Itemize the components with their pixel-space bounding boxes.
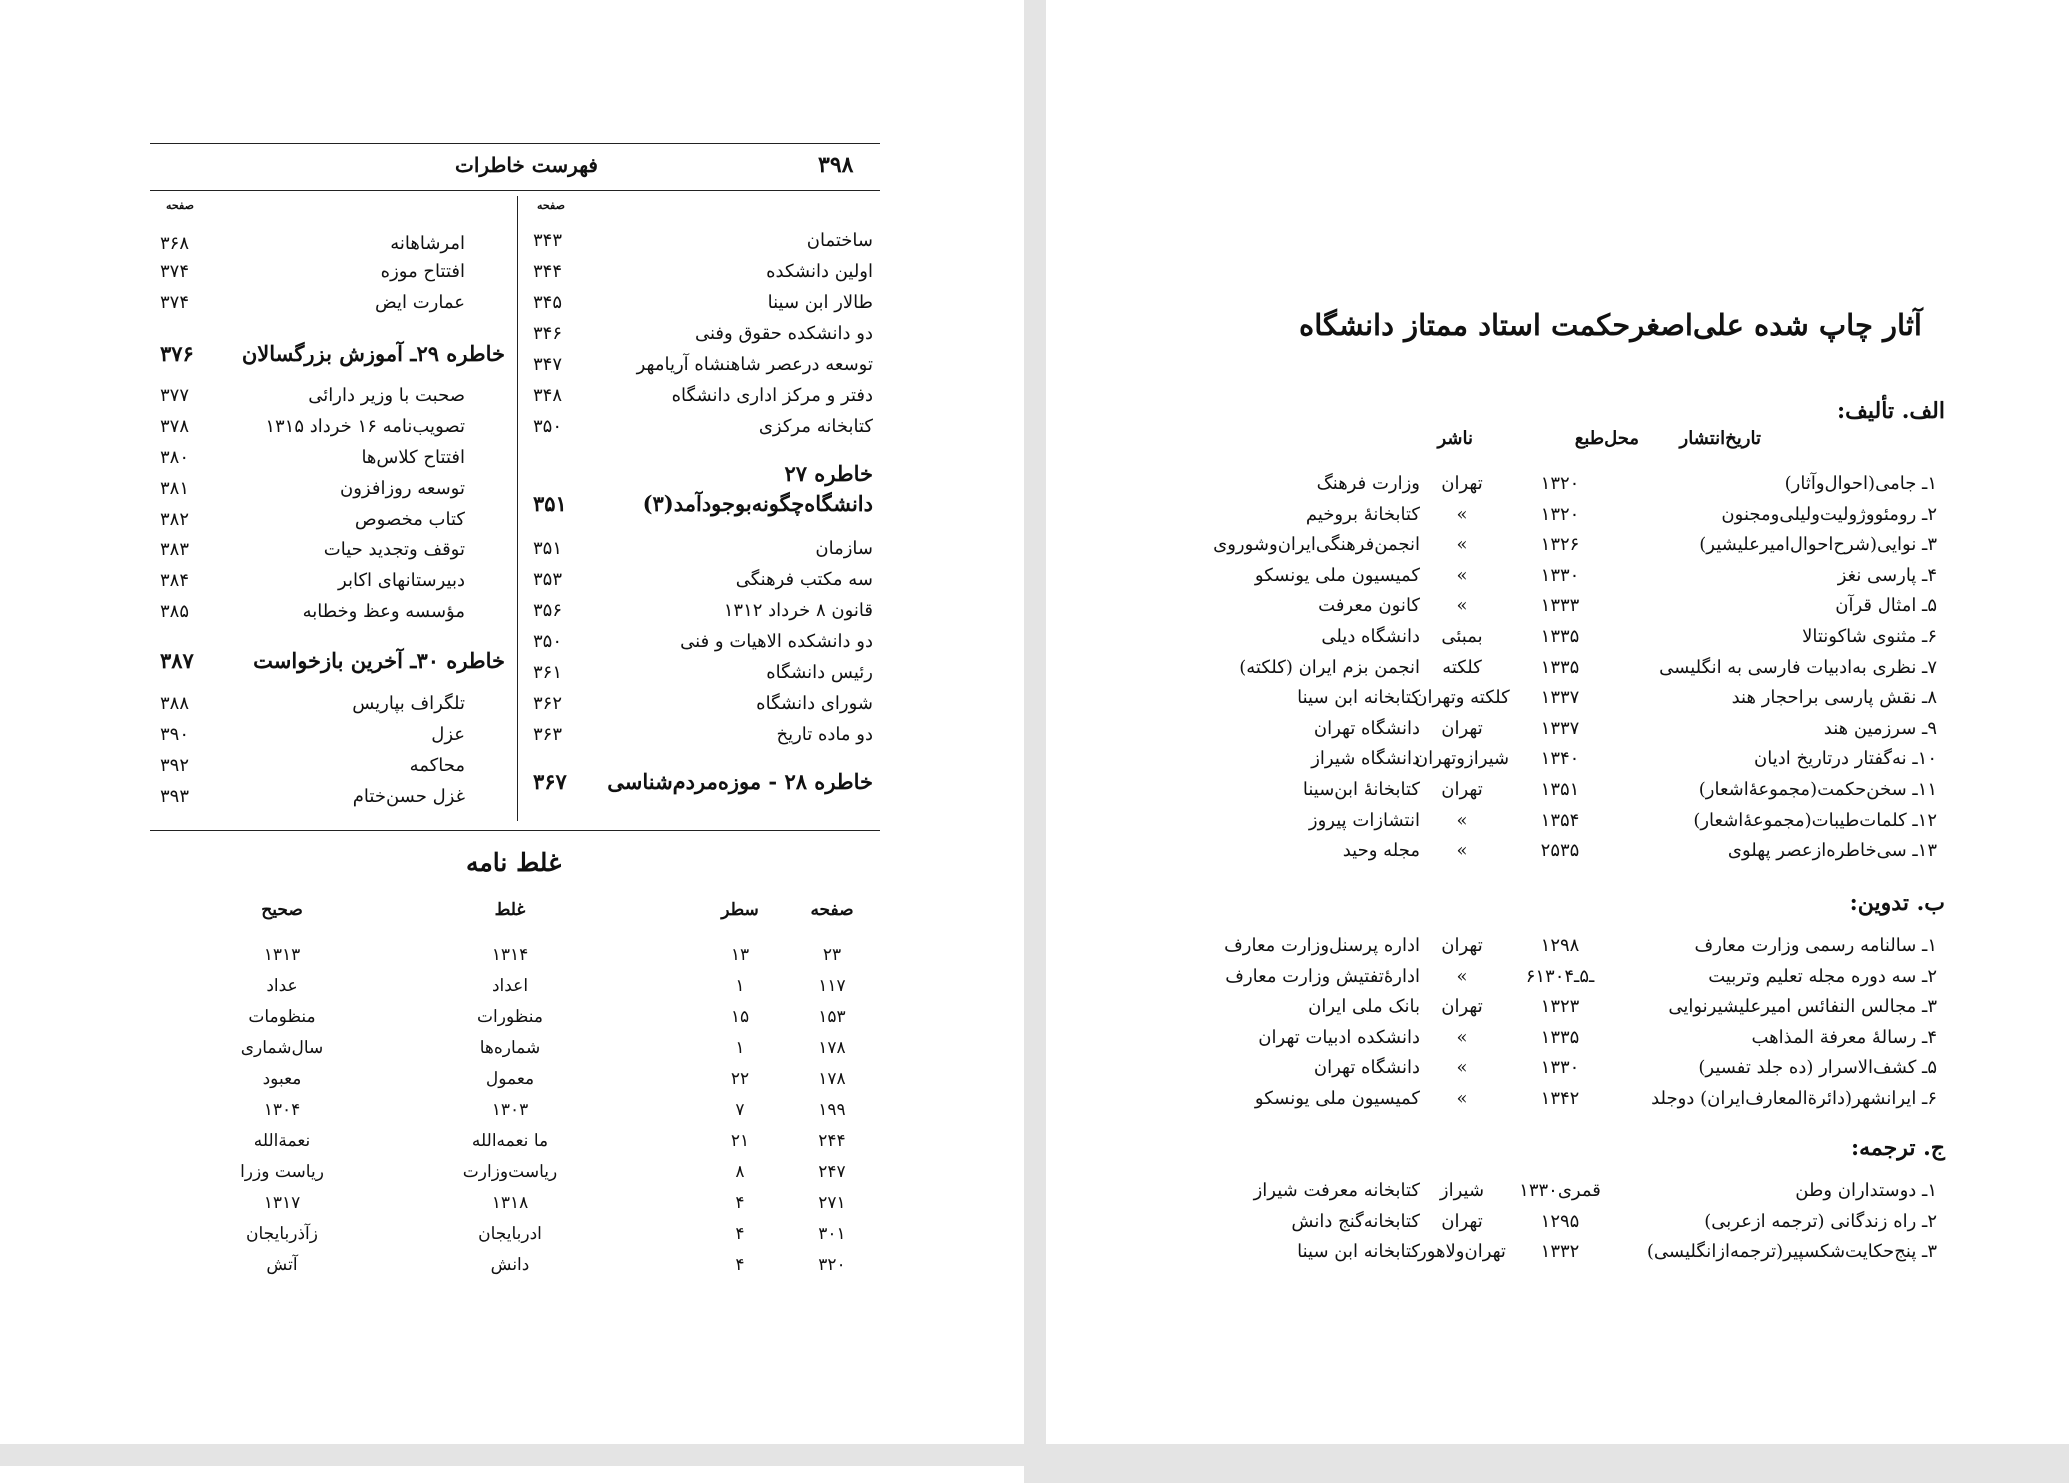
publication-place: « <box>1456 504 1468 525</box>
toc-entry-page: ۳۶۲ <box>533 692 563 714</box>
toc-entry-page: ۳۴۵ <box>533 291 563 313</box>
column-header-date: تاریخ‌انتشار <box>1679 428 1761 449</box>
publication-publisher: دانشکده ادبیات تهران <box>1258 1027 1420 1048</box>
publication-date: ۱۳۲۳ <box>1540 996 1580 1017</box>
toc-entry <box>160 781 505 811</box>
publication-title: ۱ـ دوستداران وطن <box>1795 1180 1937 1201</box>
toc-entry <box>160 596 505 626</box>
toc-entry <box>160 228 505 258</box>
toc-entry <box>160 256 505 286</box>
toc-entry-page: ۳۸۸ <box>160 692 190 714</box>
errata-cell-page: ۱۷۸ <box>818 1038 846 1058</box>
right-page <box>1046 0 2069 1444</box>
publication-date: ۱۳۳۵ <box>1540 1027 1580 1048</box>
toc-entry-page: ۳۵۶ <box>533 599 563 621</box>
toc-entry <box>533 488 873 518</box>
toc-entry-page: ۳۸۱ <box>160 477 190 499</box>
toc-entry-title: طالار ابن سینا <box>767 291 873 313</box>
errata-cell-correct: ریاست وزرا <box>240 1162 324 1182</box>
toc-entry-title: عزل <box>431 723 465 745</box>
errata-cell-correct: ۱۳۰۴ <box>263 1100 301 1120</box>
errata-cell-correct: سال‌شماری <box>240 1038 324 1058</box>
toc-entry <box>160 473 505 503</box>
errata-cell-page: ۲۷۱ <box>818 1193 846 1213</box>
errata-header-correct: صحیح <box>261 900 303 920</box>
publication-date: ۱۳۳۲ <box>1540 1241 1580 1262</box>
publication-title: ۱۰ـ نه‌گفتار درتاریخ ادیان <box>1754 748 1937 769</box>
toc-entry-title: اولین دانشکده <box>766 260 873 282</box>
toc-entry <box>533 225 873 255</box>
toc-entry-title: افتتاح کلاس‌ها <box>361 446 465 468</box>
publication-title: ۲ـ رومئووژولیت‌ولیلی‌ومجنون <box>1721 504 1937 525</box>
publication-place: تهران <box>1441 718 1483 739</box>
toc-entry <box>160 534 505 564</box>
errata-cell-line: ۱۳ <box>730 945 750 965</box>
publication-place: تهران <box>1441 996 1483 1017</box>
errata-cell-correct: زآذربایجان <box>246 1224 318 1244</box>
toc-entry-page: ۳۷۴ <box>160 260 190 282</box>
errata-cell-wrong: ادربایجان <box>478 1224 542 1244</box>
toc-entry-page: ۳۶۳ <box>533 723 563 745</box>
page-title: آثار چاپ شده علی‌اصغرحکمت استاد ممتاز دانشگاه <box>1299 308 1922 342</box>
errata-cell-wrong: ۱۳۱۸ <box>491 1193 529 1213</box>
toc-entry-title: کتابخانه مرکزی <box>758 415 873 437</box>
publication-date: ۱۳۳۳ <box>1540 595 1580 616</box>
publication-date: ۱۳۳۷ <box>1540 718 1580 739</box>
publication-title: ۹ـ سرزمین هند <box>1823 718 1937 739</box>
errata-cell-wrong: ۱۳۰۳ <box>491 1100 529 1120</box>
toc-entry-page: ۳۴۴ <box>533 260 563 282</box>
errata-title: غلط نامه <box>466 848 562 877</box>
toc-entry-page: ۳۴۷ <box>533 353 563 375</box>
publication-publisher: کمیسیون ملی یونسکو <box>1254 1088 1420 1109</box>
errata-cell-line: ۷ <box>735 1100 745 1120</box>
toc-entry-title: قانون ۸ خرداد ۱۳۱۲ <box>723 599 873 621</box>
publication-title: ۳ـ پنج‌حکایت‌شکسپیر(ترجمه‌ازانگلیسی) <box>1646 1241 1937 1262</box>
toc-entry <box>533 688 873 718</box>
toc-entry <box>160 645 505 675</box>
publication-date: ۱۳۲۶ <box>1540 534 1580 555</box>
toc-entry-title: صحبت با وزیر دارائی <box>308 384 465 406</box>
toc-entry-title: تصویب‌نامه ۱۶ خرداد ۱۳۱۵ <box>265 415 465 437</box>
toc-entry-page: ۳۸۰ <box>160 446 190 468</box>
errata-cell-wrong: منظورات <box>477 1007 543 1027</box>
publication-place: « <box>1456 595 1468 616</box>
publication-place: تهران <box>1441 473 1483 494</box>
publication-date: ۱۲۹۸ <box>1540 935 1580 956</box>
toc-entry-page: ۳۸۴ <box>160 569 190 591</box>
toc-entry <box>160 719 505 749</box>
publication-place: « <box>1456 1057 1468 1078</box>
publication-date: ۱۳۳۰قمری <box>1519 1180 1601 1201</box>
toc-entry <box>533 595 873 625</box>
toc-entry-page: ۳۸۳ <box>160 538 190 560</box>
publication-title: ۴ـ پارسی نغز <box>1837 565 1937 586</box>
toc-entry-title: دو ماده تاریخ <box>776 723 873 745</box>
publication-place: « <box>1456 966 1468 987</box>
toc-entry <box>533 458 873 488</box>
errata-cell-correct: منظومات <box>248 1007 316 1027</box>
toc-entry-title: محاکمه <box>409 754 465 776</box>
toc-entry <box>160 504 505 534</box>
section-title: ج. ترجمه: <box>1850 1135 1945 1161</box>
toc-entry-page: ۳۵۰ <box>533 415 563 437</box>
publication-publisher: کتابخانه ابن سینا <box>1297 1241 1420 1262</box>
publication-place: « <box>1456 840 1468 861</box>
errata-cell-wrong: ۱۳۱۴ <box>491 945 529 965</box>
publication-title: ۸ـ نقش پارسی براحجار هند <box>1731 687 1937 708</box>
publication-place: « <box>1456 565 1468 586</box>
toc-entry-title: توقف وتجدید حیات <box>323 538 465 560</box>
publication-date: ۱۳۳۰ <box>1540 1057 1580 1078</box>
column-header-left: صفحه <box>166 199 194 212</box>
publication-date: ۱۳۳۵ <box>1540 626 1580 647</box>
errata-cell-line: ۱۵ <box>730 1007 750 1027</box>
column-header-publisher: ناشر <box>1437 428 1473 449</box>
toc-entry-title: سه مکتب فرهنگی <box>735 568 873 590</box>
errata-cell-page: ۲۳ <box>822 945 842 965</box>
publication-publisher: دانشگاه تهران <box>1313 1057 1420 1078</box>
section-title: الف. تألیف: <box>1837 398 1945 424</box>
toc-entry-title: خاطره ۲۸ - موزه‌مردم‌شناسی <box>607 768 873 794</box>
publication-title: ۶ـ مثنوی شاکونتالا <box>1802 626 1937 647</box>
toc-entry-title: مؤسسه وعظ وخطابه <box>302 600 465 622</box>
publication-publisher: انجمن‌فرهنگی‌ایران‌وشوروی <box>1213 534 1420 555</box>
errata-cell-wrong: ریاست‌وزارت <box>462 1162 558 1182</box>
publication-title: ۲ـ راه زندگانی (ترجمه ازعربی) <box>1704 1211 1937 1232</box>
publication-date: ۱۳۳۰ <box>1540 565 1580 586</box>
toc-entry-page: ۳۶۷ <box>533 768 567 794</box>
toc-entry-page: ۳۴۳ <box>533 229 563 251</box>
toc-entry-title: کتاب مخصوص <box>354 508 465 530</box>
errata-cell-wrong: دانش <box>490 1255 530 1275</box>
toc-entry <box>533 657 873 687</box>
errata-cell-page: ۱۱۷ <box>818 976 846 996</box>
publication-place: تهران <box>1441 935 1483 956</box>
publication-date: ۱۳۴۲ <box>1540 1088 1580 1109</box>
toc-entry-title: توسعه روزافزون <box>340 477 465 499</box>
errata-cell-line: ۴ <box>735 1224 745 1244</box>
errata-cell-line: ۲۲ <box>730 1069 750 1089</box>
errata-cell-wrong: اعداد <box>491 976 529 996</box>
toc-entry-page: ۳۴۸ <box>533 384 563 406</box>
publication-publisher: کتابخانه ابن سینا <box>1297 687 1420 708</box>
publication-place: تهران <box>1441 1211 1483 1232</box>
errata-cell-line: ۸ <box>735 1162 745 1182</box>
errata-cell-line: ۴ <box>735 1255 745 1275</box>
toc-entry-title: شورای دانشگاه <box>756 692 873 714</box>
errata-cell-page: ۳۰۱ <box>818 1224 846 1244</box>
errata-cell-correct: آتش <box>266 1255 298 1275</box>
publication-place: « <box>1456 1088 1468 1109</box>
publication-publisher: وزارت فرهنگ <box>1316 473 1420 494</box>
toc-entry-title: امرشاهانه <box>390 232 465 254</box>
left-page <box>0 0 1024 1444</box>
errata-cell-page: ۱۵۳ <box>818 1007 846 1027</box>
toc-entry-page: ۳۹۳ <box>160 785 190 807</box>
toc-entry-page: ۳۸۵ <box>160 600 190 622</box>
toc-entry-title: دانشگاه‌چگونه‌بوجودآمد(۳) <box>642 490 873 516</box>
publication-place: تهران‌ولاهور <box>1418 1241 1506 1262</box>
publication-place: « <box>1456 810 1468 831</box>
publication-date: ۱۳۵۱ <box>1540 779 1580 800</box>
header-rule-top <box>150 143 880 144</box>
publication-publisher: دانشگاه شیراز <box>1311 748 1420 769</box>
publication-publisher: مجله وحید <box>1342 840 1420 861</box>
errata-header-page: صفحه <box>810 900 854 920</box>
publication-title: ۱۳ـ سی‌خاطره‌ازعصر پهلوی <box>1727 840 1937 861</box>
publication-publisher: کتابخانهٔ بروخیم <box>1305 504 1420 525</box>
publication-place: « <box>1456 1027 1468 1048</box>
publication-date: ۱۳۴۰ <box>1540 748 1580 769</box>
toc-entry-title: دو دانشکده الاهیات و فنی <box>680 630 873 652</box>
toc-entry <box>533 564 873 594</box>
toc-entry-title: سازمان <box>815 537 873 559</box>
toc-entry-page: ۳۶۸ <box>160 232 190 254</box>
toc-entry-page: ۳۷۷ <box>160 384 190 406</box>
toc-entry-title: غزل حسن‌ختام <box>352 785 465 807</box>
publication-place: « <box>1456 534 1468 555</box>
toc-entry-page: ۳۷۶ <box>160 340 194 366</box>
errata-cell-page: ۳۲۰ <box>818 1255 846 1275</box>
toc-entry <box>160 688 505 718</box>
toc-entry <box>533 287 873 317</box>
toc-entry-title: ساختمان <box>806 229 873 251</box>
toc-entry-page: ۳۷۸ <box>160 415 190 437</box>
toc-entry <box>533 380 873 410</box>
section-title: ب. تدوین: <box>1849 890 1945 916</box>
publication-date: ۱۲۹۵ <box>1540 1211 1580 1232</box>
publication-place: شیراز <box>1439 1180 1485 1201</box>
errata-cell-line: ۴ <box>735 1193 745 1213</box>
toc-entry <box>533 318 873 348</box>
errata-cell-line: ۱ <box>735 976 745 996</box>
publication-publisher: اداره پرسنل‌وزارت معارف <box>1224 935 1420 956</box>
errata-cell-wrong: شماره‌ها <box>479 1038 541 1058</box>
toc-entry-title: افتتاح موزه <box>380 260 465 282</box>
errata-cell-wrong: معمول <box>485 1069 535 1089</box>
errata-cell-correct: معبود <box>262 1069 302 1089</box>
toc-entry-page: ۳۷۴ <box>160 291 190 313</box>
toc-entry-page: ۳۵۰ <box>533 630 563 652</box>
publication-title: ۱ـ سالنامه رسمی وزارت معارف <box>1694 935 1937 956</box>
errata-header-line: سطر <box>721 900 759 920</box>
page-number: ۳۹۸ <box>818 152 854 178</box>
errata-cell-page: ۱۷۸ <box>818 1069 846 1089</box>
toc-entry <box>533 533 873 563</box>
toc-entry-page: ۳۵۳ <box>533 568 563 590</box>
toc-entry-title: خاطره ۲۷ <box>784 460 873 486</box>
toc-entry-title: تلگراف بپاریس <box>352 692 465 714</box>
publication-publisher: انجمن بزم ایران (کلکته) <box>1239 657 1420 678</box>
publication-title: ۴ـ رسالهٔ معرفة المذاهب <box>1751 1027 1937 1048</box>
publication-place: شیرازوتهران <box>1414 748 1510 769</box>
publication-title: ۲ـ سه دوره مجله تعلیم وتربیت <box>1708 966 1937 987</box>
errata-header-wrong: غلط <box>494 900 526 920</box>
toc-entry <box>160 750 505 780</box>
toc-entry-title: عمارت ایض <box>374 291 465 313</box>
toc-entry-title: دبیرستانهای اکابر <box>338 569 465 591</box>
toc-entry-title: خاطره ۲۹ـ آموزش بزرگسالان <box>241 340 505 366</box>
publication-date: ۱۳۲۰ <box>1540 473 1580 494</box>
toc-entry-title: دو دانشکده حقوق وفنی <box>694 322 873 344</box>
toc-entry <box>533 411 873 441</box>
toc-entry <box>533 766 873 796</box>
toc-entry <box>160 287 505 317</box>
toc-entry <box>160 565 505 595</box>
publication-date: ۱۳۵۴ <box>1540 810 1580 831</box>
errata-cell-correct: عداد <box>266 976 298 996</box>
column-header-place: محل‌طبع <box>1574 428 1639 449</box>
header-rule-bottom <box>150 190 880 191</box>
publication-date: ۱۳۲۰ <box>1540 504 1580 525</box>
toc-entry-page: ۳۸۷ <box>160 647 194 673</box>
toc-entry-title: خاطره ۳۰ـ آخرین بازخواست <box>253 647 505 673</box>
toc-entry-page: ۳۹۰ <box>160 723 190 745</box>
errata-cell-correct: ۱۳۱۷ <box>263 1193 301 1213</box>
publication-publisher: دانشگاه دیلی <box>1321 626 1420 647</box>
toc-entry <box>533 256 873 286</box>
publication-title: ۱۱ـ سخن‌حکمت(مجموعهٔ‌اشعار) <box>1698 779 1937 800</box>
toc-entry-page: ۳۴۶ <box>533 322 563 344</box>
publication-publisher: کتابخانهٔ ابن‌سینا <box>1302 779 1420 800</box>
publication-date: ۲۵۳۵ <box>1540 840 1580 861</box>
publication-date: ۱۳۳۷ <box>1540 687 1580 708</box>
toc-entry <box>160 411 505 441</box>
publication-date: ۱۳۳۵ <box>1540 657 1580 678</box>
toc-entry <box>160 442 505 472</box>
errata-cell-page: ۲۴۷ <box>818 1162 846 1182</box>
toc-entry-page: ۳۵۱ <box>533 537 563 559</box>
publication-publisher: دانشگاه تهران <box>1313 718 1420 739</box>
publication-title: ۱۲ـ کلمات‌طیبات(مجموعهٔ‌اشعار) <box>1693 810 1937 831</box>
errata-cell-correct: نعمةالله <box>253 1131 311 1151</box>
publication-publisher: بانک ملی ایران <box>1308 996 1420 1017</box>
toc-entry <box>160 380 505 410</box>
column-divider <box>517 196 518 821</box>
header-title: فهرست خاطرات <box>455 153 598 177</box>
publication-title: ۳ـ نوایی(شرح‌احوال‌امیرعلیشیر) <box>1699 534 1937 555</box>
publication-publisher: انتشازات پیروز <box>1308 810 1420 831</box>
publication-publisher: کانون معرفت <box>1318 595 1420 616</box>
publication-place: کلکته وتهران <box>1414 687 1510 708</box>
toc-entry-page: ۳۸۲ <box>160 508 190 530</box>
toc-entry-page: ۳۵۱ <box>533 490 567 516</box>
toc-bottom-rule <box>150 830 880 831</box>
errata-cell-line: ۲۱ <box>730 1131 750 1151</box>
toc-entry-page: ۳۶۱ <box>533 661 563 683</box>
toc-entry-title: توسعه درعصر شاهنشاه آریامهر <box>636 353 873 375</box>
toc-entry-title: رئیس دانشگاه <box>766 661 873 683</box>
publication-publisher: کتابخانه معرفت شیراز <box>1253 1180 1420 1201</box>
publication-place: تهران <box>1441 779 1483 800</box>
errata-cell-line: ۱ <box>735 1038 745 1058</box>
publication-title: ۱ـ جامی(احوال‌وآثار) <box>1784 473 1937 494</box>
publication-publisher: کتابخانه‌گنج دانش <box>1291 1211 1420 1232</box>
publication-publisher: ادارهٔ‌تفتیش وزارت معارف <box>1225 966 1420 987</box>
errata-cell-wrong: ما نعمه‌الله <box>471 1131 549 1151</box>
toc-entry <box>533 719 873 749</box>
column-header-right: صفحه <box>537 199 565 212</box>
publication-place: کلکته <box>1442 657 1482 678</box>
errata-cell-correct: ۱۳۱۳ <box>263 945 301 965</box>
publication-place: بمبئی <box>1441 626 1483 647</box>
toc-entry <box>160 338 505 368</box>
errata-cell-page: ۱۹۹ <box>818 1100 846 1120</box>
publication-title: ۵ـ کشف‌الاسرار (ده جلد تفسیر) <box>1698 1057 1937 1078</box>
publication-date: ۶ـ۵ـ۱۳۰۴ <box>1525 966 1595 987</box>
next-page-edge <box>0 1466 1024 1483</box>
toc-entry-title: دفتر و مرکز اداری دانشگاه <box>671 384 873 406</box>
publication-publisher: کمیسیون ملی یونسکو <box>1254 565 1420 586</box>
publication-title: ۶ـ ایرانشهر(دائرةالمعارف‌ایران) دوجلد <box>1651 1088 1937 1109</box>
toc-entry <box>533 626 873 656</box>
toc-entry-page: ۳۹۲ <box>160 754 190 776</box>
publication-title: ۵ـ امثال قرآن <box>1835 595 1937 616</box>
publication-title: ۷ـ نظری به‌ادبیات فارسی به انگلیسی <box>1659 657 1937 678</box>
toc-entry <box>533 349 873 379</box>
errata-cell-page: ۲۴۴ <box>818 1131 846 1151</box>
publication-title: ۳ـ مجالس النفائس امیرعلیشیرنوایی <box>1668 996 1937 1017</box>
